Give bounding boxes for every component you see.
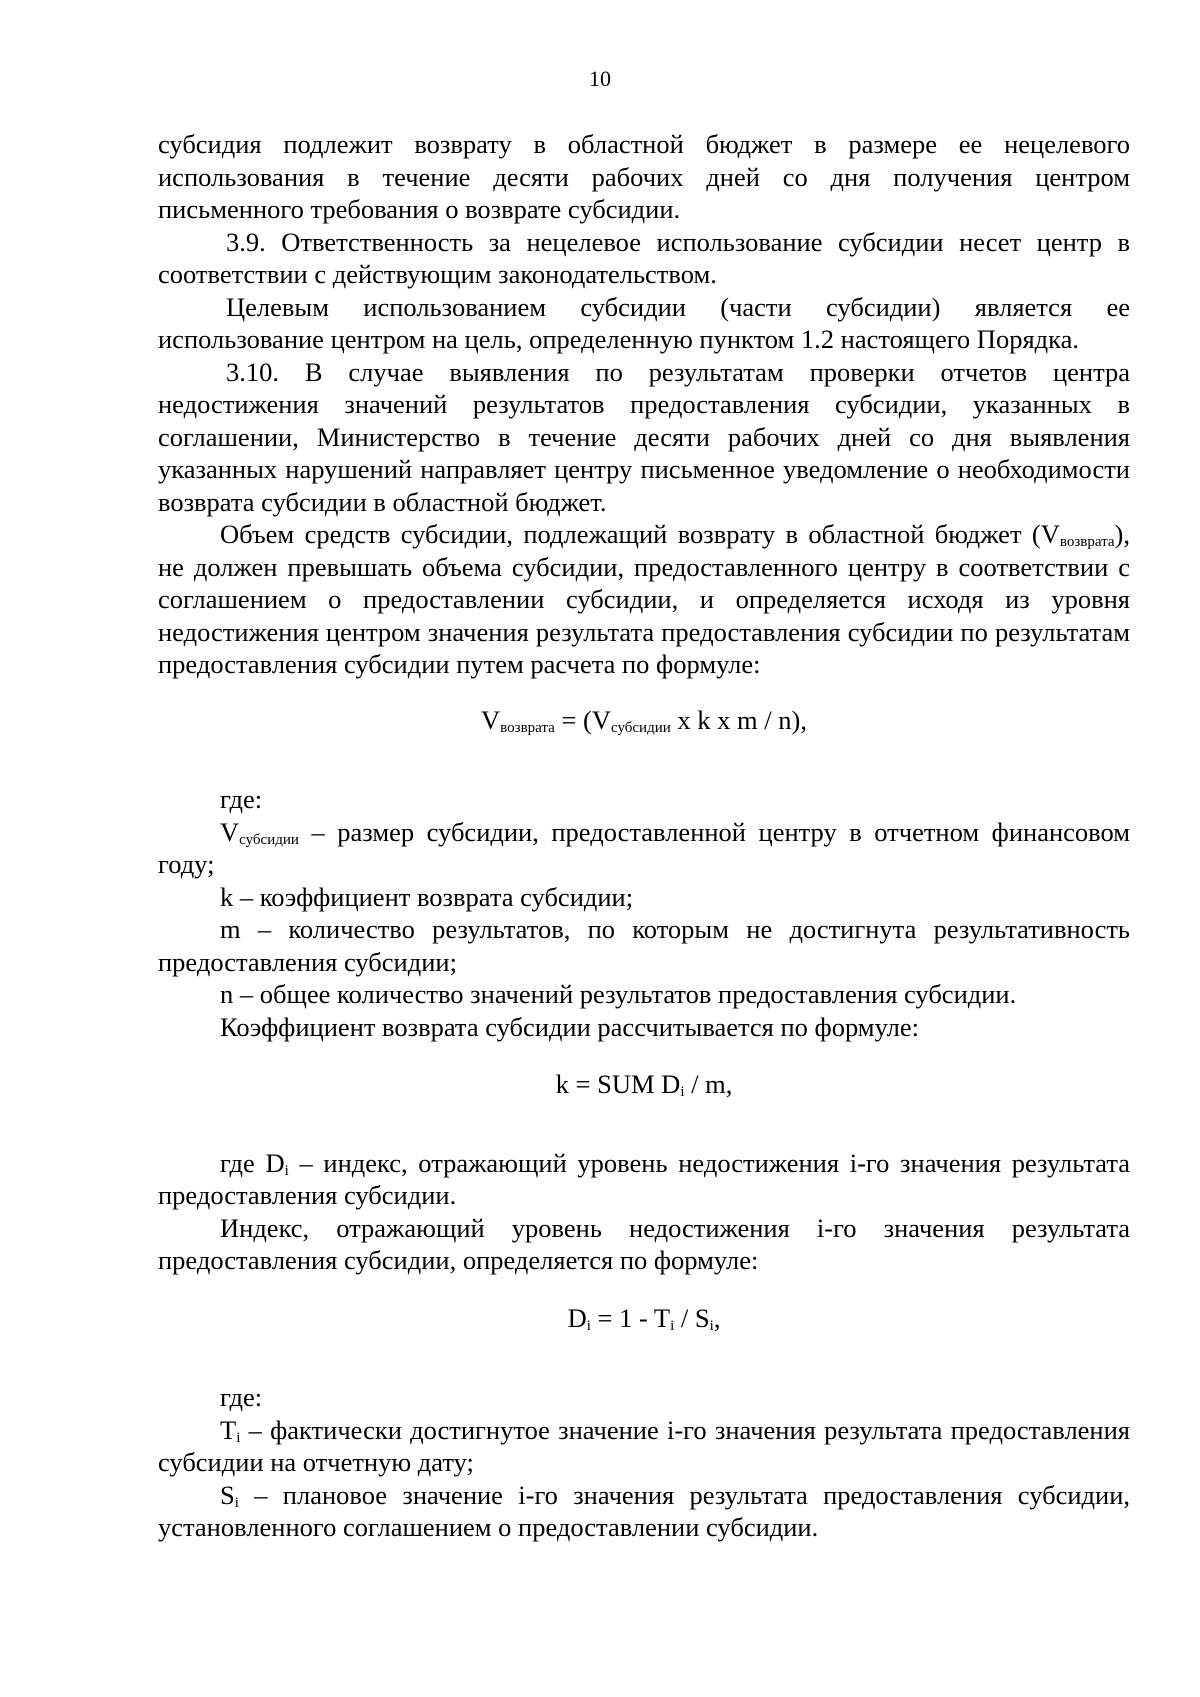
paragraph-3-10: 3.10. В случае выявления по результатам проверки отчетов центра недостижения значений результатов предоставления субсидии, указанных в соглашении, Министерство в течение десяти рабочих дней со дня выявления указанных нарушений направляет центру письменное уведомление о необходимости возврата субсидии в областной бюджет. (158, 356, 1130, 517)
paragraph-target-use: Целевым использованием субсидии (части субсидии) является ее использование центром на цель, определенную пунктом 1.2 настоящего Порядка. (158, 291, 1130, 354)
formula-index: $D_i = 1 - T_i / S_i$, (567, 1302, 721, 1334)
page-number: 10 (589, 66, 611, 91)
paragraph-coefficient: Коэффициент возврата субсидии рассчитывается по формуле: (220, 1011, 920, 1042)
definition-t: $T_i$ – фактически достигнутое значение i-го значения результата предоставления субсидии на отчетную дату; (158, 1414, 1130, 1477)
definition-d: где $D_i$ – индекс, отражающий уровень недостижения i-го значения результата предоставления субсидии. (158, 1147, 1130, 1210)
definition-k: k – коэффициент возврата субсидии; (220, 881, 634, 912)
where-label-2: где: (220, 1382, 263, 1412)
formula-coefficient: k = SUM $D_i$ / m, (555, 1069, 733, 1100)
definition-n: n – общее количество значений результатов предоставления субсидии. (220, 979, 1017, 1009)
definition-m: m – количество результатов, по которым не достигнута результативность предоставления субсидии; (158, 914, 1130, 977)
definition-v-subsidy: $V_{субсидии}$ – размер субсидии, предоставленной центру в отчетном финансовом году; (158, 816, 1130, 879)
document-body (158, 128, 1130, 1544)
formula-return-volume: $V_{возврата} = (V_{субсидии}$ x k x m / n), (481, 704, 807, 736)
paragraph-continuation: субсидия подлежит возврату в областной бюджет в размере ее нецелевого использования в течение десяти рабочих дней со дня получения центром письменного требования о возврате субсидии. (158, 129, 1130, 224)
paragraph-3-9: 3.9. Ответственность за нецелевое использование субсидии несет центр в соответствии с действующим законодательством. (158, 226, 1130, 289)
where-label: где: (220, 784, 263, 814)
definition-s: $S_i$ – плановое значение i-го значения результата предоставления субсидии, установленного соглашением о предоставлении субсидии. (158, 1479, 1130, 1542)
paragraph-return-volume: Объем средств субсидии, подлежащий возврату в областной бюджет $(V_{возврата})$, не должен превышать объема субсидии, предоставленного центру в соответствии с соглашением о предоставлении субсидии, и определяется исходя из уровня недостижения центром значения результата предоставления субсидии по результатам предоставления субсидии путем расчета по формуле: (158, 519, 1130, 679)
paragraph-index: Индекс, отражающий уровень недостижения i-го значения результата предоставления субсидии, определяется по формуле: (158, 1212, 1130, 1275)
